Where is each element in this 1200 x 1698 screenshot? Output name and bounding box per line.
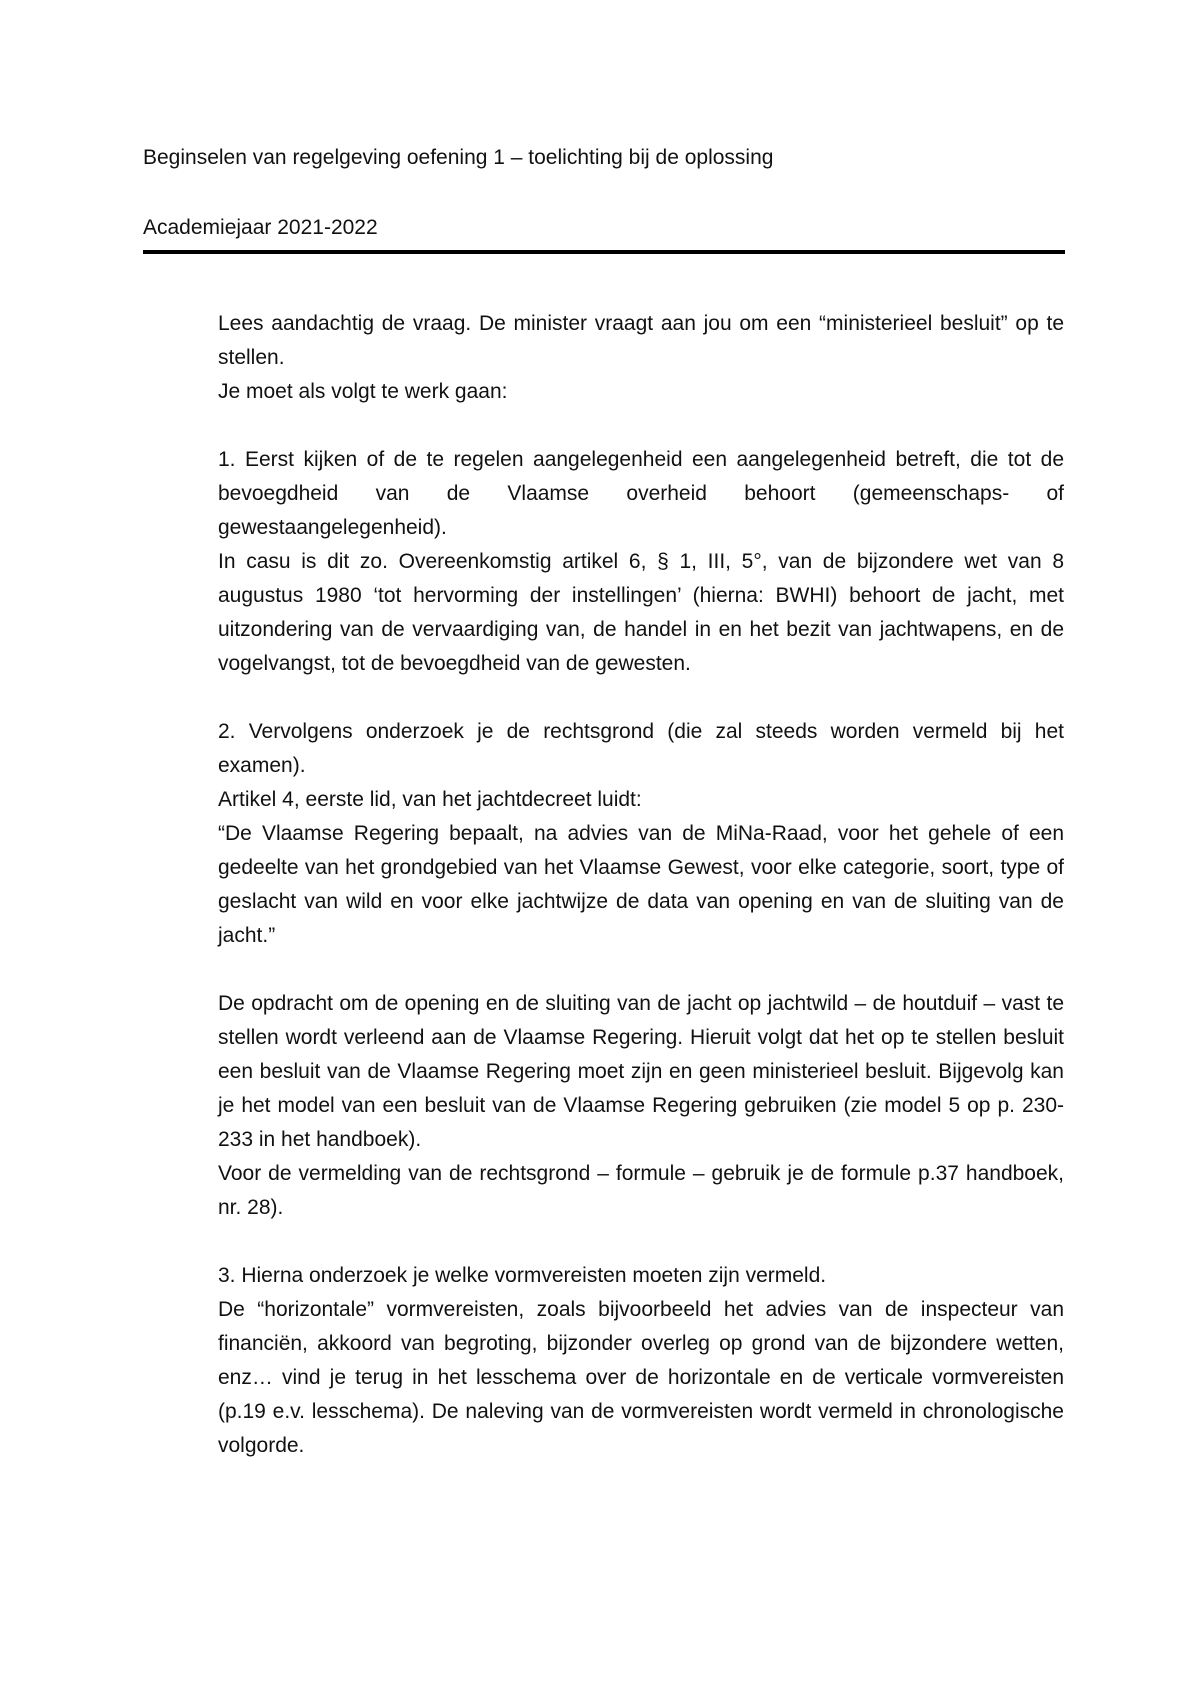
- step-2-paragraph: 2. Vervolgens onderzoek je de rechtsgrond (die zal steeds worden vermeld bij het examen).: [218, 720, 1064, 777]
- document-body: [218, 307, 1064, 1463]
- step-1-paragraph: 1. Eerst kijken of de te regelen aangelegenheid een aangelegenheid betreft, die tot de bevoegdheid van de Vlaamse overheid behoort (gemeenschaps- of gewestaangelegenheid).: [218, 448, 1064, 539]
- form-requirements-paragraph: De “horizontale” vormvereisten, zoals bijvoorbeeld het advies van de inspecteur van financiën, akkoord van begroting, bijzonder overleg op grond van de bijzondere wetten, enz… vind je terug in het lesschema over de horizontale en de verticale vormvereisten (p.19 e.v. lesschema). De naleving van de vormvereisten wordt vermeld in chronologische volgorde.: [218, 1298, 1064, 1457]
- spacer: [218, 1225, 1064, 1259]
- formula-paragraph: Voor de vermelding van de rechtsgrond – formule – gebruik je de formule p.37 handboek, nr. 28).: [218, 1162, 1064, 1219]
- intro-paragraph: Lees aandachtig de vraag. De minister vraagt aan jou om een “ministerieel besluit” op te stellen.: [218, 312, 1064, 369]
- spacer: [218, 409, 1064, 443]
- header-divider: [143, 250, 1065, 254]
- assignment-paragraph: De opdracht om de opening en de sluiting van de jacht op jachtwild – de houtduif – vast te stellen wordt verleend aan de Vlaamse Regering. Hieruit volgt dat het op te stellen besluit een besluit van de Vlaamse Regering moet zijn en geen ministerieel besluit. Bijgevolg kan je het model van een besluit van de Vlaamse Regering gebruiken (zie model 5 op p. 230-233 in het handboek).: [218, 992, 1064, 1151]
- step-1-explanation: In casu is dit zo. Overeenkomstig artikel 6, § 1, III, 5°, van de bijzondere wet van 8 augustus 1980 ‘tot hervorming der instellingen’ (hierna: BWHI) behoort de jacht, met uitzondering van de vervaardiging van, de handel in en het bezit van jachtwapens, en de vogelvangst, tot de bevoegdheid van de gewesten.: [218, 550, 1064, 675]
- article-quote: “De Vlaamse Regering bepaalt, na advies van de MiNa-Raad, voor het gehele of een gedeelte van het grondgebied van het Vlaamse Gewest, voor elke categorie, soort, type of geslacht van wild en voor elke jachtwijze de data van opening en van de sluiting van de jacht.”: [218, 822, 1064, 947]
- instruction-paragraph: Je moet als volgt te werk gaan:: [218, 380, 508, 403]
- spacer: [218, 681, 1064, 715]
- document-title: Beginselen van regelgeving oefening 1 – toelichting bij de oplossing: [143, 146, 774, 169]
- article-intro: Artikel 4, eerste lid, van het jachtdecreet luidt:: [218, 788, 642, 811]
- step-3-paragraph: 3. Hierna onderzoek je welke vormvereisten moeten zijn vermeld.: [218, 1264, 827, 1287]
- document-header: [143, 143, 1065, 254]
- spacer: [218, 953, 1064, 987]
- academic-year: Academiejaar 2021-2022: [143, 216, 378, 239]
